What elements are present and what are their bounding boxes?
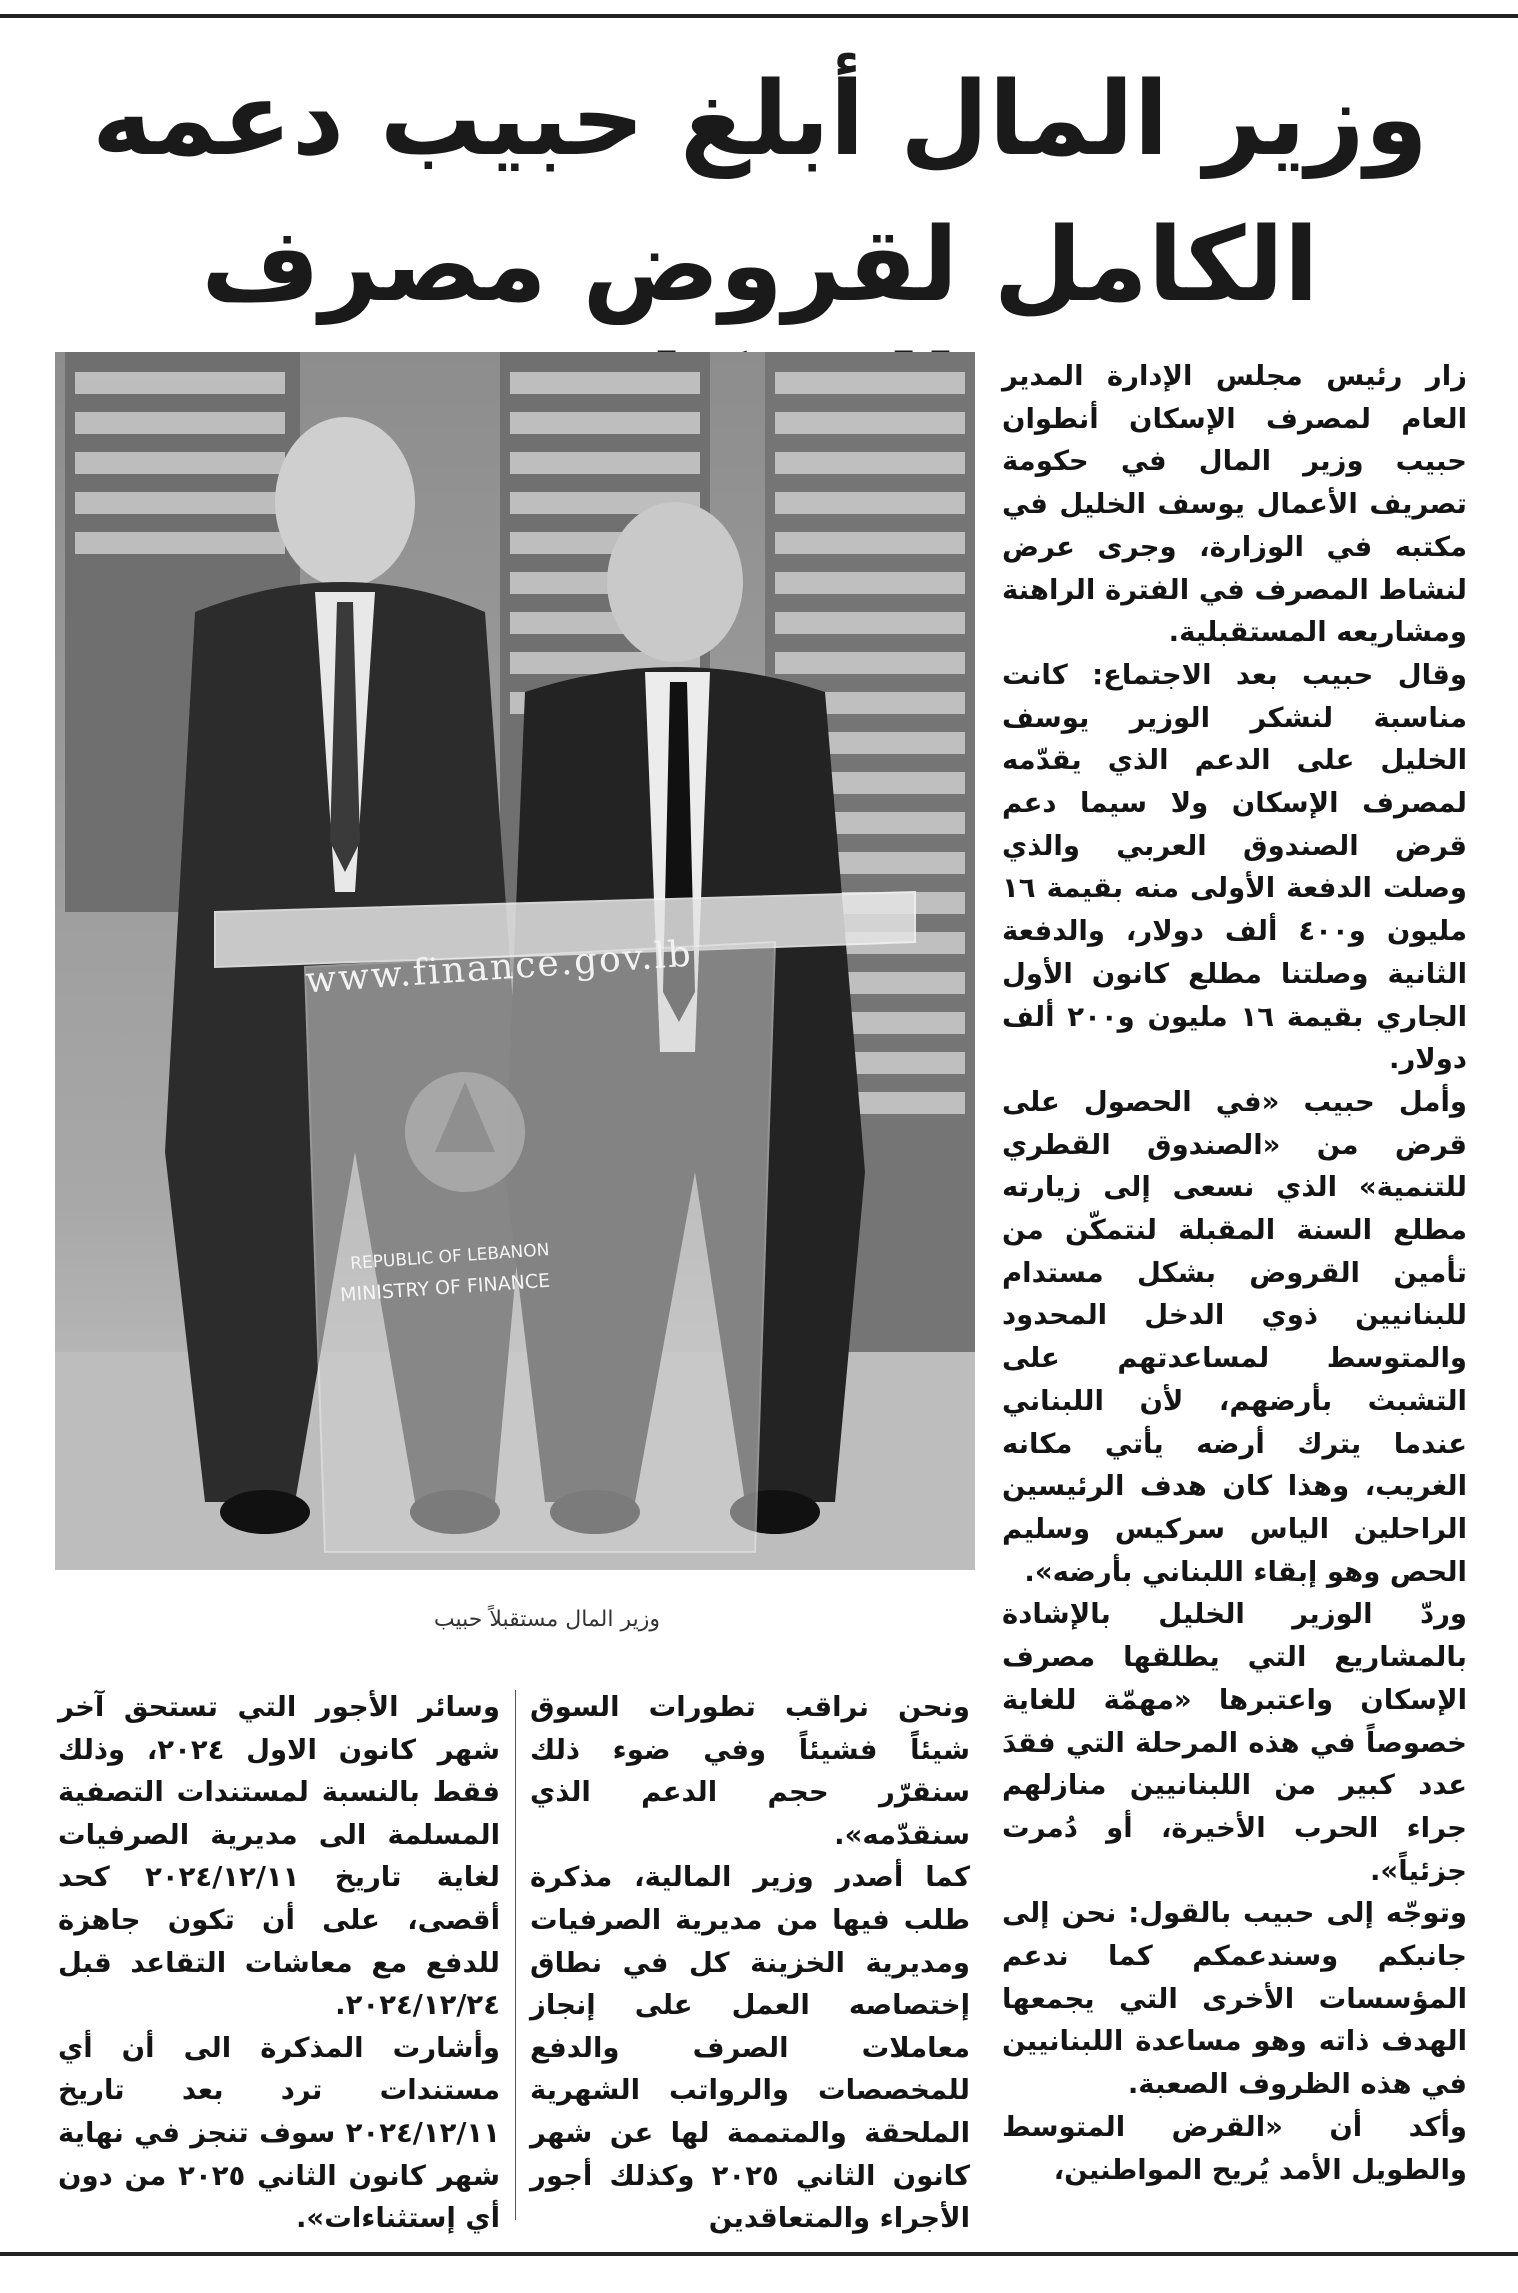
paragraph: ونحن نراقب تطورات السوق شيئاً فشيئاً وفي ضوء ذلك سنقرّر حجم الدعم الذي سنقدّمه». — [530, 1691, 970, 1851]
paragraph: وردّ الوزير الخليل بالإشادة بالمشاريع التي يطلقها مصرف الإسكان واعتبرها «مهمّة للغاية خصوصاً في هذه المرحلة التي فقدَ عدد كبير من اللبنانيين منازلهم جراء الحرب الأخيرة، أو دُمرت جزئياً». — [1002, 1598, 1467, 1887]
article-column-middle — [530, 1686, 970, 2240]
paragraph: وأمل حبيب «في الحصول على قرض من «الصندوق القطري للتنمية» الذي نسعى إلى زيارته مطلع السنة المقبلة لنتمكّن من تأمين القروض بشكل مستدام للبنانيين ذوي الدخل المحدود والمتوسط لمساعدتهم على التشبث بأرضهم، لأن اللبناني عندما يترك أرضه يأتي مكانه الغريب، وهذا كان هدف الرئيسين الراحلين الياس سركيس وسليم الحص وهو إبقاء اللبناني بأرضه». — [1002, 1085, 1467, 1588]
headline-line-2: الكامل لقروض مصرف — [201, 206, 1319, 325]
paragraph: وسائر الأجور التي تستحق آخر شهر كانون الاول ٢٠٢٤، وذلك فقط بالنسبة لمستندات التصفية المسلمة الى مديرية الصرفيات لغاية تاريخ ٢٠٢٤/١٢/١١ كحد أقصى، على أن تكون جاهزة للدفع مع معاشات التقاعد قبل ٢٠٢٤/١٢/٢٤. — [58, 1691, 500, 2022]
paragraph: وتوجّه إلى حبيب بالقول: نحن إلى جانبكم وسندعمكم كما ندعم المؤسسات الأخرى التي يجمعها الهدف ذاته وهو مساعدة اللبنانيين في هذه الظروف الصعبة. — [1002, 1897, 1467, 2101]
bottom-rule — [0, 2252, 1518, 2256]
podium-text-line-2: MINISTRY OF FINANCE — [339, 1269, 551, 1307]
paragraph: وأكد أن «القرض المتوسط والطويل الأمد يُريح المواطنين، — [1002, 2110, 1467, 2186]
podium-url: www.finance.gov.lb — [304, 933, 694, 1002]
headline-line-1: وزير المال أبلغ حبيب دعمه — [92, 60, 1428, 179]
top-rule — [0, 14, 1518, 18]
article-column-left — [58, 1686, 500, 2240]
paragraph: زار رئيس مجلس الإدارة المدير العام لمصرف الإسكان أنطوان حبيب وزير المال في حكومة تصريف الأعمال يوسف الخليل في مكتبه في الوزارة، وجرى عرض لنشاط المصرف في الفترة الراهنة ومشاريعه المستقبلية. — [1002, 360, 1467, 649]
paragraph: وأشارت المذكرة الى أن أي مستندات ترد بعد تاريخ ٢٠٢٤/١٢/١١ سوف تنجز في نهاية شهر كانون الثاني ٢٠٢٥ من دون أي إستثناءات». — [58, 2031, 500, 2235]
paragraph: كما أصدر وزير المالية، مذكرة طلب فيها من مديرية الصرفيات ومديرية الخزينة كل في نطاق إختصاصه العمل على إنجاز معاملات الصرف والدفع للمخصصات والرواتب الشهرية الملحقة والمتممة لها عن شهر كانون الثاني ٢٠٢٥ وكذلك أجور الأجراء والمتعاقدين — [530, 1861, 970, 2235]
photo-caption: وزير المال مستقبلاً حبيب — [433, 1607, 660, 1632]
column-divider — [515, 1690, 516, 2220]
article-photo — [55, 352, 975, 1570]
podium-text-line-1: REPUBLIC OF LEBANON — [349, 1240, 551, 1274]
article-column-right — [1002, 355, 1467, 2191]
paragraph: وقال حبيب بعد الاجتماع: كانت مناسبة لنشكر الوزير يوسف الخليل على الدعم الذي يقدّمه لمصرف الإسكان ولا سيما دعم قرض الصندوق العربي والذي وصلت الدفعة الأولى منه بقيمة ١٦ مليون و٤٠٠ ألف دولار، والدفعة الثانية وصلتنا مطلع كانون الأول الجاري بقيمة ١٦ مليون و٢٠٠ ألف دولار. — [1002, 658, 1468, 1076]
